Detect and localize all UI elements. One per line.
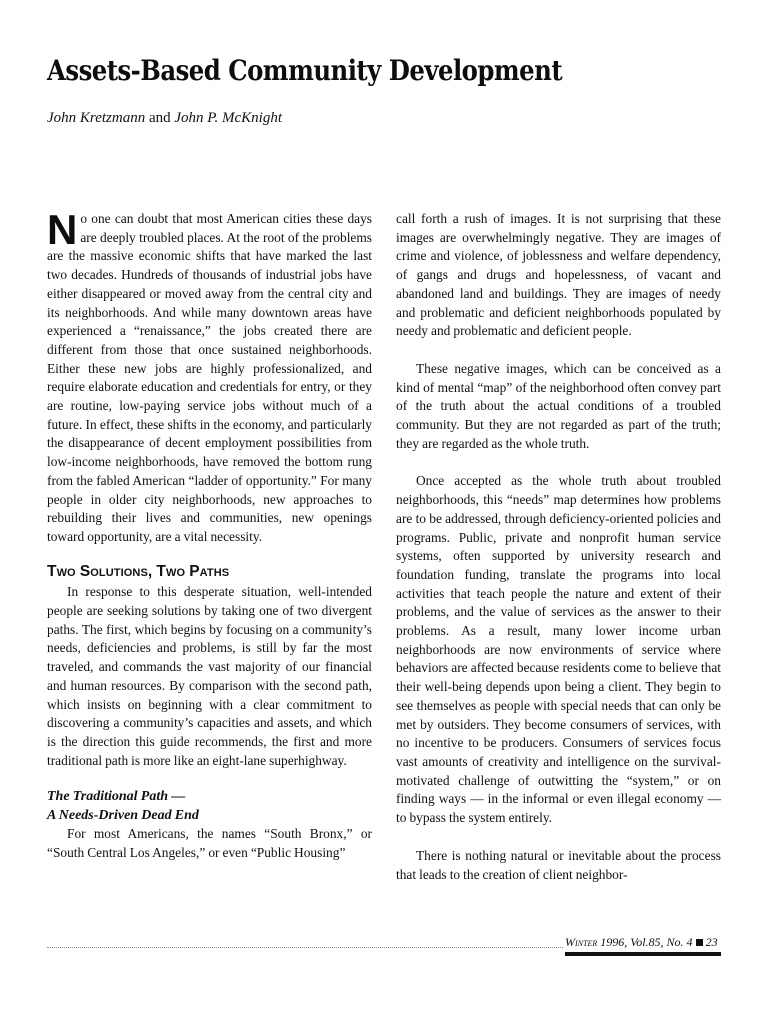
paragraph: Once accepted as the whole truth about troubled neighborhoods, this “needs” map determines how problems are to be addressed, through deficiency-oriented policies and programs. Public, private and nonprofit human service systems, often supported by university research and foundation funding, translate the programs into local activities that teach people the nature and extent of their problems, and the value of services as the answer to their problems. As a result, many lower income urban neighborhoods are now environments of service where behaviors are affected because residents come to believe that their well-being depends upon being a client. They begin to see themselves as people with special needs that can only be met by outsiders. They become consumers of services, with no incentive to be producers. Consumers of services focus vast amounts of creativity and intelligence on the survival-motivated challenge of outwitting the “system,” or on finding ways — in the informal or even illegal economy — to bypass the system entirely. xyxy=(396,473,721,826)
paragraph: For most Americans, the names “South Bronx,” or “South Central Los Angeles,” or even “Public Housing” xyxy=(47,826,372,861)
paragraph: There is nothing natural or inevitable about the process that leads to the creation of client neighbor- xyxy=(396,847,721,882)
right-column xyxy=(396,210,721,884)
author-name: John Kretzmann xyxy=(47,110,146,126)
author-name: John P. McKnight xyxy=(174,110,283,126)
subheading-line: The Traditional Path — xyxy=(47,789,186,805)
paragraph xyxy=(47,206,372,547)
left-column xyxy=(47,206,372,863)
author-conjunction: and xyxy=(148,110,171,126)
footer-issue: 1996, Vol.85, No. 4 xyxy=(600,935,693,949)
paragraph: These negative images, which can be conceived as a kind of mental “map” of the neighborhood often convey part of the truth about the actual conditions of a troubled community. But they are not regarded as part of the truth; they are regarded as the whole truth. xyxy=(396,360,721,451)
subheading-line: A Needs-Driven Dead End xyxy=(47,808,199,824)
paragraph: call forth a rush of images. It is not surprising that these images are overwhelmingly negative. They are images of crime and violence, of joblessness and welfare dependency, of gangs and drugs and hopelessness, of vacant and abandoned land and buildings. They are images of needy and problematic and deficient neighborhoods populated by needy and problematic and deficient people. xyxy=(396,211,721,339)
square-bullet-icon xyxy=(696,939,703,946)
subheading xyxy=(47,787,372,825)
footer-bar xyxy=(565,952,721,956)
paragraph: In response to this desperate situation, well-intended people are seeking solutions by taking one of two divergent paths. The first, which begins by focusing on a community’s needs, deficiencies and problems, is still by far the most traveled, and commands the vast majority of our financial and human resources. By comparison with the second path, which insists on beginning with a clear commitment to discovering a community’s capacities and assets, and which is the direction this guide recommends, the first and more traditional path is more like an eight-lane superhighway. xyxy=(47,584,372,768)
footer-dotted-rule xyxy=(47,947,563,948)
paragraph-text: o one can doubt that most American cities these days are deeply troubled places. At the root of the problems are the massive economic shifts that have marked the last two decades. Hundreds of thousands of industrial jobs have either disappeared or moved away from the central city and its neighborhoods. And while many downtown areas have experienced a “renaissance,” the jobs created there are different from those that once sustained neighborhoods. Either these new jobs are highly professionalized, and require elaborate education and credentials for entry, or they are routine, low-paying service jobs without much of a future. In effect, these shifts in the economy, and particularly the disappearance of decent employment possibilities from low-income neighborhoods, have removed the bottom rung from the fabled American “ladder of opportunity.” For many people in older city neighborhoods, new approaches to rebuilding their lives and communities, new openings toward opportunity, are a vital necessity. xyxy=(47,211,372,544)
footer-season: Winter xyxy=(565,935,598,949)
section-heading: Two Solutions, Two Paths xyxy=(47,562,230,580)
drop-cap: N xyxy=(47,206,78,253)
author-byline xyxy=(47,110,282,127)
page-footer xyxy=(565,935,718,950)
article-title: Assets-Based Community Development xyxy=(47,54,563,87)
page-number: 23 xyxy=(705,935,718,949)
